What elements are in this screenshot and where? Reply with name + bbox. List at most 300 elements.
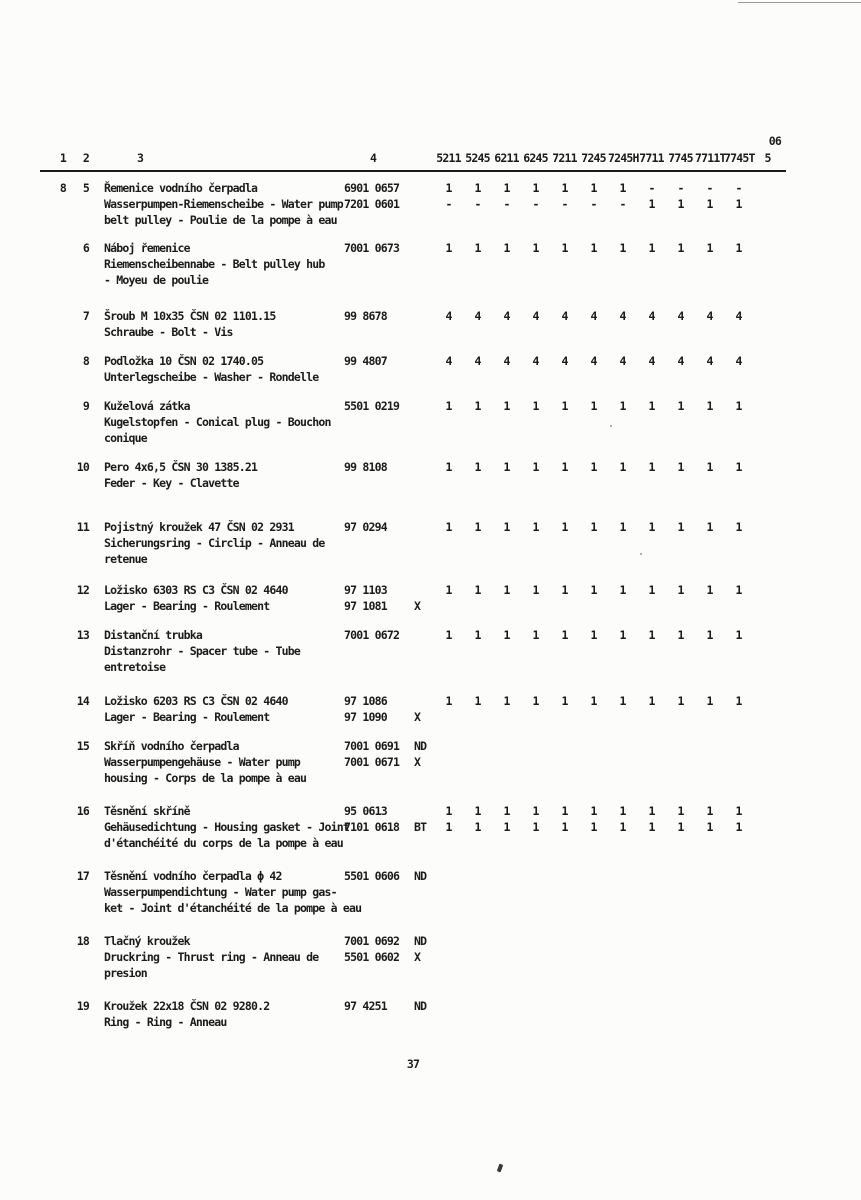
qty-cell: [637, 256, 666, 272]
qty-cell: [608, 738, 637, 754]
qty-cell: [695, 949, 724, 965]
qty-cell: [463, 256, 492, 272]
item-group: [40, 582, 66, 598]
item-number: 17: [76, 869, 89, 883]
qty-cell: [434, 868, 463, 884]
item-description: Kugelstopfen - Conical plug - Bouchon: [104, 415, 331, 429]
item-number: [66, 659, 89, 675]
qty-cell: [695, 998, 724, 1014]
availability-flag: [402, 535, 434, 551]
availability-flag: ND: [414, 999, 427, 1013]
qty-cell: [579, 535, 608, 551]
qty-cell: -: [735, 181, 742, 195]
qty-cell: [724, 965, 753, 981]
qty-cell: 1: [532, 241, 539, 255]
qty-cell: [550, 475, 579, 491]
table-row-line: [0, 414, 861, 430]
qty-cell: [608, 659, 637, 675]
qty-cell: [608, 868, 637, 884]
qty-cell: [434, 369, 463, 385]
qty-cell: [521, 1014, 550, 1030]
qty-cell: 4: [706, 309, 713, 323]
table-row-line: [0, 770, 861, 786]
item-group: [40, 868, 66, 884]
table-row-line: [0, 627, 861, 643]
item-group: [40, 398, 66, 414]
qty-cell: [463, 754, 492, 770]
qty-cell: [753, 535, 782, 551]
qty-cell: [753, 240, 782, 256]
table-row-line: [0, 308, 861, 324]
qty-cell: [550, 1014, 579, 1030]
qty-cell: [521, 835, 550, 851]
qty-cell: [579, 256, 608, 272]
qty-cell: [666, 430, 695, 446]
item-description: Skříň vodního čerpadla: [104, 739, 239, 753]
item-description: entretoise: [104, 660, 166, 674]
part-number: 97 1081: [344, 599, 387, 613]
qty-cell: [579, 884, 608, 900]
qty-cell: [666, 835, 695, 851]
qty-cell: 1: [474, 628, 481, 642]
qty-cell: -: [561, 197, 568, 211]
qty-cell: 1: [706, 460, 713, 474]
item-group: [40, 803, 66, 819]
qty-cell: 1: [677, 197, 684, 211]
item-group: [40, 884, 66, 900]
qty-cell: 1: [474, 181, 481, 195]
item-group: [40, 659, 66, 675]
qty-cell: [666, 659, 695, 675]
qty-cell: [724, 998, 753, 1014]
header-model-6211: 6211: [494, 151, 519, 165]
availability-flag: [402, 240, 434, 256]
part-number: [344, 900, 402, 916]
section-code: 06: [768, 134, 781, 148]
qty-cell: 4: [735, 354, 742, 368]
qty-cell: [521, 324, 550, 340]
part-number: 99 8108: [344, 460, 387, 474]
item-description: belt pulley - Poulie de la pompe à eau: [104, 213, 337, 227]
qty-cell: 1: [735, 520, 742, 534]
qty-cell: 4: [561, 309, 568, 323]
qty-cell: [434, 551, 463, 567]
qty-cell: 1: [648, 399, 655, 413]
table-row-line: [0, 353, 861, 369]
qty-cell: [521, 709, 550, 725]
qty-cell: [434, 659, 463, 675]
qty-cell: [550, 551, 579, 567]
item-description: Lager - Bearing - Roulement: [104, 599, 270, 613]
part-number: [344, 835, 402, 851]
qty-cell: [492, 272, 521, 288]
qty-cell: [579, 709, 608, 725]
item-number: 14: [76, 694, 89, 708]
qty-cell: [666, 369, 695, 385]
item-group: [40, 519, 66, 535]
table-row-line: [0, 535, 861, 551]
qty-cell: [550, 900, 579, 916]
part-number: 7001 0673: [344, 241, 400, 255]
qty-cell: 1: [503, 181, 510, 195]
table-row-line: [0, 884, 861, 900]
qty-cell: [695, 535, 724, 551]
qty-cell: [724, 835, 753, 851]
qty-cell: 1: [619, 181, 626, 195]
qty-cell: [579, 551, 608, 567]
item-group: [40, 949, 66, 965]
qty-cell: [695, 659, 724, 675]
qty-cell: [492, 256, 521, 272]
qty-cell: [637, 900, 666, 916]
qty-cell: [695, 475, 724, 491]
qty-cell: [695, 965, 724, 981]
qty-cell: [608, 754, 637, 770]
qty-cell: [695, 868, 724, 884]
qty-cell: [463, 535, 492, 551]
qty-cell: [724, 256, 753, 272]
item-description: retenue: [104, 552, 147, 566]
table-row-line: [0, 180, 861, 196]
qty-cell: 1: [706, 399, 713, 413]
qty-cell: [434, 933, 463, 949]
qty-cell: [434, 414, 463, 430]
item-description: presion: [104, 966, 147, 980]
qty-cell: 1: [677, 694, 684, 708]
table-row: [0, 398, 861, 446]
item-number: [66, 535, 89, 551]
qty-cell: 1: [735, 628, 742, 642]
qty-cell: [608, 535, 637, 551]
qty-cell: [666, 738, 695, 754]
qty-cell: [521, 884, 550, 900]
qty-cell: 1: [648, 820, 655, 834]
qty-cell: [724, 933, 753, 949]
qty-cell: [637, 965, 666, 981]
item-group: 8: [59, 181, 66, 195]
qty-cell: 1: [677, 820, 684, 834]
qty-cell: [550, 535, 579, 551]
qty-cell: [521, 430, 550, 446]
qty-cell: 1: [706, 520, 713, 534]
qty-cell: [724, 868, 753, 884]
qty-cell: [666, 754, 695, 770]
item-number: [66, 598, 89, 614]
qty-cell: 1: [706, 241, 713, 255]
table-row-line: [0, 1014, 861, 1030]
qty-cell: 1: [561, 181, 568, 195]
qty-cell: 1: [735, 820, 742, 834]
qty-cell: [492, 535, 521, 551]
availability-flag: ND: [414, 739, 427, 753]
table-row: [0, 738, 861, 786]
qty-cell: [579, 324, 608, 340]
qty-cell: [608, 369, 637, 385]
item-description: Feder - Key - Clavette: [104, 476, 239, 490]
availability-flag: [402, 414, 434, 430]
qty-cell: [724, 535, 753, 551]
qty-cell: -: [445, 197, 452, 211]
qty-cell: [434, 430, 463, 446]
item-number: [66, 709, 89, 725]
table-row-line: [0, 803, 861, 819]
qty-cell: [492, 709, 521, 725]
qty-cell: [695, 551, 724, 567]
qty-cell: [666, 770, 695, 786]
qty-cell: 1: [706, 820, 713, 834]
item-number: [66, 643, 89, 659]
header-model-7245H: 7245H: [608, 151, 639, 165]
qty-cell: [724, 369, 753, 385]
qty-cell: [492, 369, 521, 385]
qty-cell: [521, 272, 550, 288]
qty-cell: -: [532, 197, 539, 211]
qty-cell: [550, 754, 579, 770]
qty-cell: 1: [474, 399, 481, 413]
ink-speck: [610, 425, 612, 427]
part-number: 7201 0601: [344, 197, 400, 211]
qty-cell: [695, 1014, 724, 1030]
qty-cell: 1: [503, 694, 510, 708]
qty-cell: [434, 949, 463, 965]
qty-cell: 1: [532, 181, 539, 195]
qty-cell: 1: [648, 694, 655, 708]
qty-cell: [521, 369, 550, 385]
qty-cell: 1: [561, 583, 568, 597]
qty-cell: [724, 754, 753, 770]
table-row: [0, 693, 861, 725]
part-number: 6901 0657: [344, 181, 400, 195]
qty-cell: [521, 933, 550, 949]
qty-cell: [666, 949, 695, 965]
qty-cell: [724, 475, 753, 491]
item-number: [66, 835, 89, 851]
qty-cell: [521, 659, 550, 675]
qty-cell: [463, 900, 492, 916]
qty-cell: 1: [532, 820, 539, 834]
qty-cell: [579, 369, 608, 385]
part-number: 5501 0606: [344, 869, 400, 883]
qty-cell: [637, 598, 666, 614]
qty-cell: 1: [619, 583, 626, 597]
qty-cell: 1: [561, 520, 568, 534]
qty-cell: [637, 835, 666, 851]
qty-cell: -: [503, 197, 510, 211]
qty-cell: [463, 868, 492, 884]
qty-cell: 1: [735, 583, 742, 597]
qty-cell: 1: [619, 694, 626, 708]
item-number: [66, 754, 89, 770]
qty-cell: -: [619, 197, 626, 211]
qty-cell: 4: [503, 354, 510, 368]
qty-cell: [753, 754, 782, 770]
availability-flag: [402, 627, 434, 643]
qty-cell: 1: [503, 804, 510, 818]
availability-flag: [402, 256, 434, 272]
qty-cell: [434, 643, 463, 659]
item-number: [66, 900, 89, 916]
part-number: 5501 0602: [344, 950, 400, 964]
qty-cell: 1: [735, 241, 742, 255]
qty-cell: [579, 659, 608, 675]
qty-cell: 1: [561, 241, 568, 255]
qty-cell: [637, 272, 666, 288]
qty-cell: [463, 414, 492, 430]
qty-cell: [637, 643, 666, 659]
qty-cell: [608, 900, 637, 916]
part-number: [344, 551, 402, 567]
part-number: [344, 770, 402, 786]
qty-cell: [724, 212, 753, 228]
page-number: 37: [406, 1057, 420, 1071]
item-description: Riemenscheibennabe - Belt pulley hub: [104, 257, 325, 271]
availability-flag: [402, 196, 434, 212]
qty-cell: 1: [648, 628, 655, 642]
item-number: [66, 256, 89, 272]
item-group: [40, 212, 66, 228]
item-number: 5: [82, 181, 89, 195]
item-number: [66, 430, 89, 446]
qty-cell: [550, 949, 579, 965]
qty-cell: 1: [590, 460, 597, 474]
qty-cell: [724, 900, 753, 916]
qty-cell: 1: [532, 694, 539, 708]
item-group: [40, 965, 66, 981]
item-number: [66, 212, 89, 228]
qty-cell: [463, 738, 492, 754]
qty-cell: 1: [474, 694, 481, 708]
table-row-line: [0, 949, 861, 965]
qty-cell: [637, 738, 666, 754]
qty-cell: [492, 1014, 521, 1030]
header-model-5245: 5245: [465, 151, 490, 165]
qty-cell: 1: [445, 460, 452, 474]
table-row: [0, 180, 861, 228]
item-description: conique: [104, 431, 147, 445]
qty-cell: [521, 414, 550, 430]
qty-cell: 1: [561, 820, 568, 834]
item-description: Unterlegscheibe - Washer - Rondelle: [104, 370, 319, 384]
item-group: [40, 643, 66, 659]
qty-cell: 1: [735, 197, 742, 211]
qty-cell: 1: [532, 804, 539, 818]
qty-cell: [637, 709, 666, 725]
qty-cell: [579, 965, 608, 981]
qty-cell: [521, 643, 550, 659]
qty-cell: [550, 835, 579, 851]
qty-cell: [492, 835, 521, 851]
qty-cell: 1: [706, 197, 713, 211]
availability-flag: [402, 180, 434, 196]
table-row-line: [0, 256, 861, 272]
item-number: 11: [76, 520, 89, 534]
qty-cell: [434, 475, 463, 491]
qty-cell: 1: [561, 460, 568, 474]
qty-cell: [521, 535, 550, 551]
item-group: [40, 693, 66, 709]
qty-cell: [753, 900, 782, 916]
qty-cell: [579, 272, 608, 288]
qty-cell: 1: [445, 181, 452, 195]
table-row-line: [0, 998, 861, 1014]
qty-cell: [492, 754, 521, 770]
item-group: [40, 430, 66, 446]
qty-cell: 1: [445, 694, 452, 708]
part-number: [344, 212, 402, 228]
header-row: [0, 150, 782, 166]
qty-cell: 1: [648, 520, 655, 534]
qty-cell: [753, 998, 782, 1014]
table-row-line: [0, 933, 861, 949]
qty-cell: [550, 643, 579, 659]
qty-cell: [579, 430, 608, 446]
availability-flag: X: [414, 755, 421, 769]
qty-cell: 1: [648, 197, 655, 211]
qty-cell: [666, 414, 695, 430]
qty-cell: [434, 272, 463, 288]
availability-flag: [402, 884, 434, 900]
item-description: Ložisko 6303 RS C3 ČSN 02 4640: [104, 583, 288, 597]
qty-cell: [724, 430, 753, 446]
qty-cell: 4: [677, 354, 684, 368]
table-row-line: [0, 643, 861, 659]
qty-cell: [637, 884, 666, 900]
item-description: Náboj řemenice: [104, 241, 190, 255]
qty-cell: [579, 998, 608, 1014]
availability-flag: [402, 900, 434, 916]
part-number: [344, 414, 402, 430]
qty-cell: [608, 414, 637, 430]
qty-cell: [608, 965, 637, 981]
item-description: ket - Joint d'étanchéité de la pompe à eau: [104, 901, 362, 915]
qty-cell: [550, 770, 579, 786]
qty-cell: [492, 884, 521, 900]
table-row: [0, 353, 861, 385]
qty-cell: [579, 738, 608, 754]
part-number: [344, 965, 402, 981]
availability-flag: ND: [414, 869, 427, 883]
qty-cell: [579, 933, 608, 949]
header-model-7711T: 7711T: [695, 151, 726, 165]
item-group: [40, 627, 66, 643]
qty-cell: [492, 900, 521, 916]
qty-cell: [550, 598, 579, 614]
qty-cell: [521, 965, 550, 981]
qty-cell: 4: [677, 309, 684, 323]
header-col-1: 1: [59, 151, 66, 165]
qty-cell: [753, 738, 782, 754]
qty-cell: [637, 369, 666, 385]
ink-speck: [497, 1164, 503, 1173]
item-description: Ring - Ring - Anneau: [104, 1015, 227, 1029]
item-number: [66, 272, 89, 288]
qty-cell: [550, 414, 579, 430]
qty-cell: -: [677, 181, 684, 195]
qty-cell: 1: [619, 628, 626, 642]
item-number: 8: [82, 354, 89, 368]
qty-cell: [753, 272, 782, 288]
qty-cell: [434, 835, 463, 851]
part-number: 97 0294: [344, 520, 387, 534]
qty-cell: 1: [532, 583, 539, 597]
qty-cell: 4: [735, 309, 742, 323]
item-number: [66, 475, 89, 491]
table-row: [0, 868, 861, 916]
table-row: [0, 933, 861, 981]
table-row-line: [0, 738, 861, 754]
qty-cell: [608, 551, 637, 567]
qty-cell: [463, 475, 492, 491]
